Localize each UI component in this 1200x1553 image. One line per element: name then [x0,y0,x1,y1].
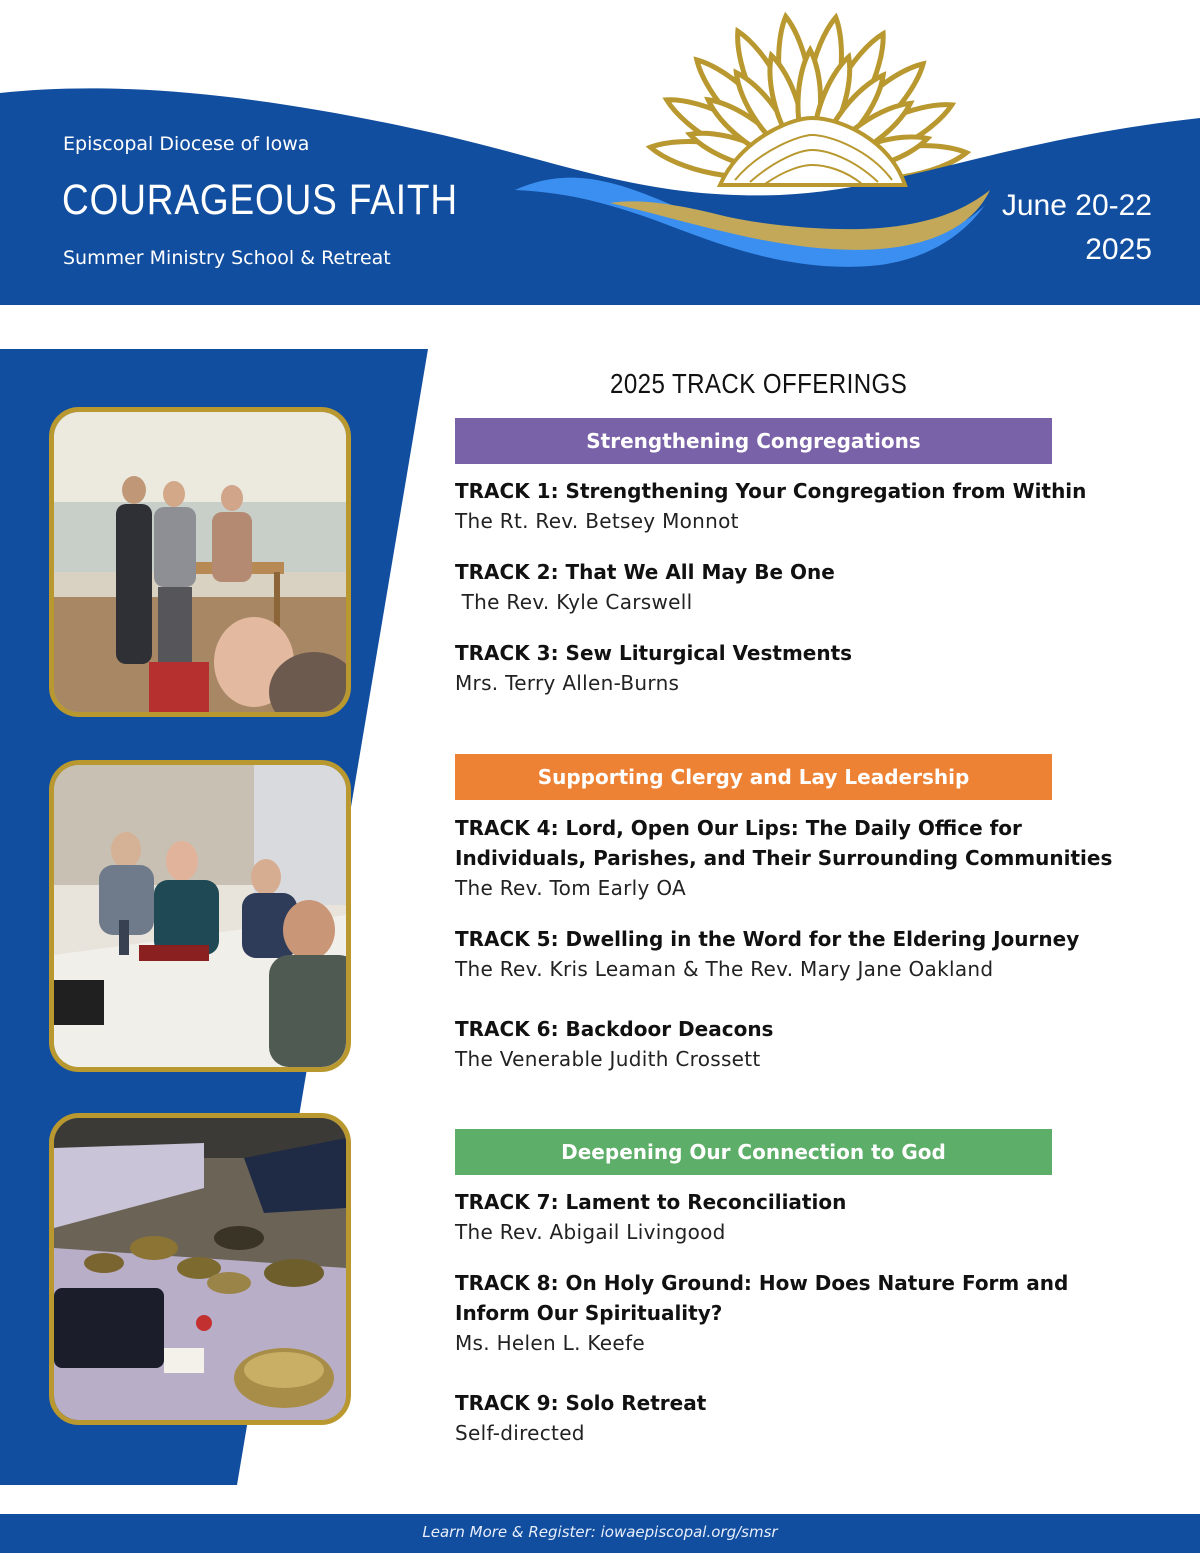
group-banner-deepening: Deepening Our Connection to God [455,1129,1052,1175]
event-subtitle: Summer Ministry School & Retreat [63,247,391,269]
track-7 [455,1187,1155,1247]
track-8 [455,1268,1155,1358]
track-title: TRACK 9: Solo Retreat [455,1391,707,1415]
track-presenter: The Rt. Rev. Betsey Monnot [455,509,739,533]
track-presenter: The Rev. Kyle Carswell [455,590,693,614]
track-title-line1: TRACK 4: Lord, Open Our Lips: The Daily Office for [455,816,1022,840]
track-presenter: Self-directed [455,1421,585,1445]
track-3 [455,638,1155,698]
track-presenter: Mrs. Terry Allen-Burns [455,671,680,695]
track-title-line2: Inform Our Spirituality? [455,1301,723,1325]
event-dates [1002,184,1152,272]
track-4 [455,813,1155,903]
track-title-line1: TRACK 8: On Holy Ground: How Does Nature Form and [455,1271,1069,1295]
photo-discussion-group [49,760,351,1072]
group-banner-supporting: Supporting Clergy and Lay Leadership [455,754,1052,800]
track-presenter: The Rev. Kris Leaman & The Rev. Mary Jane Oakland [455,957,994,981]
event-title: COURAGEOUS FAITH [62,176,458,224]
track-title: TRACK 6: Backdoor Deacons [455,1017,774,1041]
photo-singing-bowls [49,1113,351,1425]
track-5 [455,924,1155,984]
organization-name: Episcopal Diocese of Iowa [63,133,310,155]
track-title: TRACK 3: Sew Liturgical Vestments [455,641,853,665]
photo-presenters [49,407,351,717]
track-6 [455,1014,1155,1074]
track-title: TRACK 5: Dwelling in the Word for the Eldering Journey [455,927,1080,951]
track-presenter: The Venerable Judith Crossett [455,1047,761,1071]
footer-register-link[interactable]: Learn More & Register: iowaepiscopal.org/smsr [0,1514,1200,1553]
date-year: 2025 [1085,233,1152,266]
track-title: TRACK 2: That We All May Be One [455,560,835,584]
track-presenter: The Rev. Abigail Livingood [455,1220,726,1244]
track-title: TRACK 1: Strengthening Your Congregation from Within [455,479,1087,503]
track-1 [455,476,1155,536]
group-banner-strengthening: Strengthening Congregations [455,418,1052,464]
track-presenter: Ms. Helen L. Keefe [455,1331,645,1355]
track-presenter: The Rev. Tom Early OA [455,876,686,900]
track-title: TRACK 7: Lament to Reconciliation [455,1190,847,1214]
track-title-line2: Individuals, Parishes, and Their Surrounding Communities [455,846,1113,870]
track-2 [455,557,1155,617]
track-9 [455,1388,1155,1448]
section-title: 2025 TRACK OFFERINGS [610,368,908,399]
date-range: June 20-22 [1001,189,1152,222]
